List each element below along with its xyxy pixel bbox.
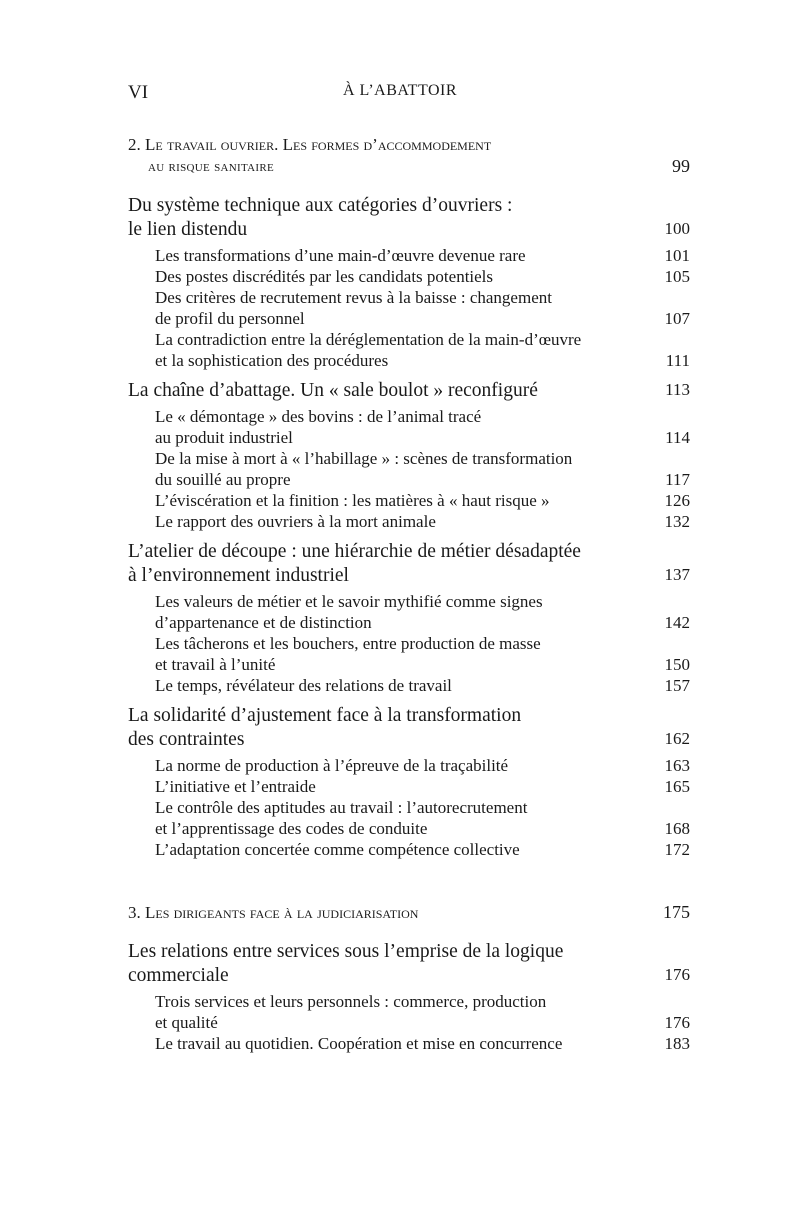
page-number: 176 [664,1013,690,1032]
subsection-entry [128,675,690,696]
page-number: 114 [665,428,690,447]
section-title-line: des contraintes [128,729,245,750]
subsection-entry [128,991,690,1033]
subsection-entry [128,839,690,860]
table-of-contents [128,134,690,1054]
subsection-entry [128,511,690,532]
section-title [128,540,690,588]
section-title [128,940,690,988]
subsection-title [155,287,690,329]
subsection-title-line: Le travail au quotidien. Coopération et mise en concurrence [155,1034,563,1053]
subsection-title [155,406,690,448]
subsection-entry [128,329,690,371]
subsection-entry [128,591,690,633]
subsection-title [155,675,690,696]
subsection-title-line: Le « démontage » des bovins : de l’animal tracé [155,407,482,426]
subsection-entry [128,797,690,839]
subsection-title [155,755,690,776]
section-title-line: le lien distendu [128,219,248,240]
section-entry [128,704,690,752]
subsection-title-line: Des critères de recrutement revus à la baisse : changement [155,288,552,307]
page-number: 172 [664,840,690,859]
subsection-entry [128,448,690,490]
page-number: 162 [664,729,690,748]
subsection-title-line: La norme de production à l’épreuve de la traçabilité [155,756,509,775]
chapter-spacer [128,860,690,902]
subsection-title-line: Le contrôle des aptitudes au travail : l’autorecrutement [155,798,528,817]
page-number: 107 [664,309,690,328]
page-number: 100 [664,219,690,238]
section-title [128,194,690,242]
chapter-title-line: au risque sanitaire [148,159,274,175]
page-number: 150 [664,655,690,674]
page-number: 113 [665,380,690,399]
page-number: 168 [664,819,690,838]
subsection-title-line: Des postes discrédités par les candidats potentiels [155,267,494,286]
subsection-title [155,797,690,839]
subsection-entry [128,406,690,448]
subsection-entry [128,1033,690,1054]
subsection-title [155,329,690,371]
section-title-line: à l’environnement industriel [128,565,349,586]
subsection-title [155,1033,690,1054]
running-title: À L’ABATTOIR [342,82,457,99]
section-title-line: La solidarité d’ajustement face à la transformation [128,705,522,726]
running-header [0,82,800,104]
section-entry [128,940,690,988]
section-entry [128,194,690,242]
subsection-title [155,511,690,532]
subsection-title [155,490,690,511]
subsection-title [155,991,690,1033]
subsection-entry [128,287,690,329]
subsection-title-line: De la mise à mort à « l’habillage » : scènes de transformation [155,449,573,468]
page-number: 99 [672,156,690,176]
subsection-title-line: Le temps, révélateur des relations de travail [155,676,452,695]
subsection-title-line: du souillé au propre [155,470,291,489]
subsection-title-line: d’appartenance et de distinction [155,613,372,632]
subsection-title-line: La contradiction entre la déréglementation de la main-d’œuvre [155,330,582,349]
subsection-title [155,839,690,860]
page-number: 175 [663,902,690,922]
chapter-title [128,134,690,178]
subsection-entry [128,266,690,287]
section-title-line: La chaîne d’abattage. Un « sale boulot » reconfiguré [128,380,538,401]
subsection-title-line: Le rapport des ouvriers à la mort animale [155,512,436,531]
subsection-title-line: Les valeurs de métier et le savoir mythifié comme signes [155,592,543,611]
subsection-title [155,633,690,675]
subsection-title-line: L’adaptation concertée comme compétence collective [155,840,520,859]
subsection-entry [128,490,690,511]
section-title-line: Les relations entre services sous l’emprise de la logique [128,941,564,962]
section-entry [128,379,690,403]
subsection-title-line: Trois services et leurs personnels : commerce, production [155,992,547,1011]
chapter-heading [128,134,690,178]
section-title-line: Du système technique aux catégories d’ouvriers : [128,195,513,216]
chapter-title [128,902,690,924]
section-title [128,379,690,403]
page-number: 137 [664,565,690,584]
subsection-entry [128,633,690,675]
subsection-title [155,591,690,633]
subsection-title-line: et l’apprentissage des codes de conduite [155,819,428,838]
subsection-title-line: Les transformations d’une main-d’œuvre devenue rare [155,246,526,265]
subsection-title [155,245,690,266]
subsection-title-line: L’éviscération et la finition : les matières à « haut risque » [155,491,550,510]
page-number: 126 [664,491,690,510]
page-number: 176 [664,965,690,984]
page-number: 142 [664,613,690,632]
page-number: 105 [664,267,690,286]
subsection-title-line: et qualité [155,1013,218,1032]
page-number: 157 [664,676,690,695]
subsection-entry [128,245,690,266]
subsection-entry [128,755,690,776]
section-title-line: L’atelier de découpe : une hiérarchie de métier désadaptée [128,541,581,562]
page-number: 111 [665,351,690,370]
section-entry [128,540,690,588]
page-number: 101 [664,246,690,265]
section-title [128,704,690,752]
subsection-title-line: et la sophistication des procédures [155,351,389,370]
subsection-title-line: de profil du personnel [155,309,305,328]
subsection-title-line: et travail à l’unité [155,655,276,674]
chapter-title-line: 3. Les dirigeants face à la judiciarisation [128,903,419,922]
page-number: 163 [664,756,690,775]
subsection-title [155,448,690,490]
chapter-heading [128,902,690,924]
subsection-entry [128,776,690,797]
section-title-line: commerciale [128,965,229,986]
page-number: 183 [664,1034,690,1053]
subsection-title-line: Les tâcherons et les bouchers, entre production de masse [155,634,541,653]
page-number: 165 [664,777,690,796]
subsection-title [155,266,690,287]
subsection-title-line: L’initiative et l’entraide [155,777,316,796]
page-folio: VI [128,82,149,103]
chapter-title-line: 2. Le travail ouvrier. Les formes d’accommodement [128,135,492,154]
subsection-title-line: au produit industriel [155,428,293,447]
page-number: 117 [665,470,690,489]
subsection-title [155,776,690,797]
page-number: 132 [664,512,690,531]
